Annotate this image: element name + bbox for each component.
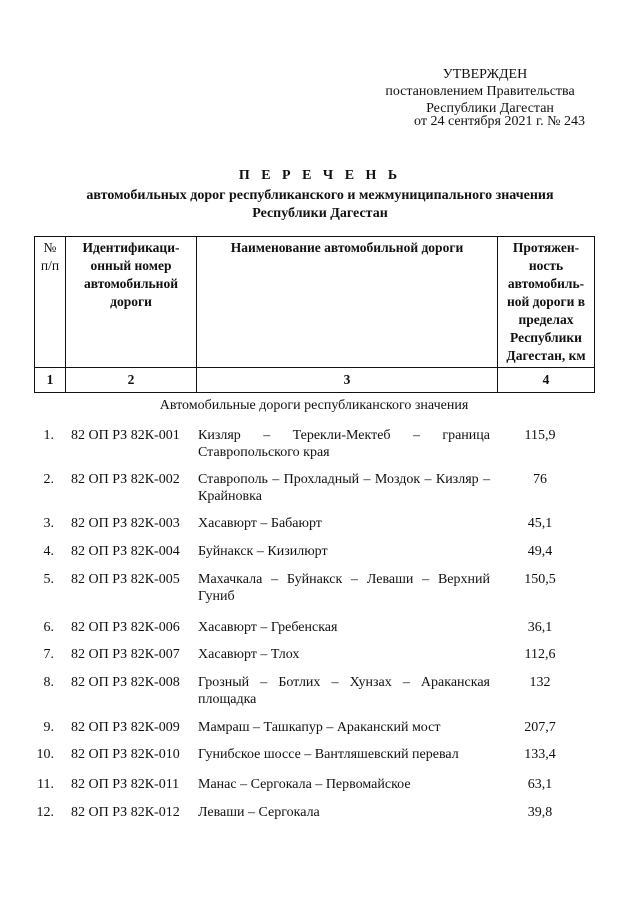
road-name: Леваши – Сергокала xyxy=(198,805,320,820)
road-id: 82 ОП РЗ 82К-003 xyxy=(71,516,180,531)
road-id: 82 ОП РЗ 82К-007 xyxy=(71,647,180,662)
document-subtitle xyxy=(0,187,640,223)
row-number: 1. xyxy=(43,428,54,443)
road-length: 112,6 xyxy=(524,647,556,662)
road-id: 82 ОП РЗ 82К-005 xyxy=(71,572,180,587)
row-number: 12. xyxy=(36,805,54,820)
header-cell-id: Идентификаци-онный номер автомобильной дороги xyxy=(66,237,197,368)
approval-line: постановлением Правительства xyxy=(385,84,575,99)
approval-block xyxy=(355,66,585,130)
approval-date: от 24 сентября 2021 г. № 243 xyxy=(414,114,585,129)
row-number: 8. xyxy=(43,675,54,690)
road-id: 82 ОП РЗ 82К-001 xyxy=(71,428,180,443)
road-id: 82 ОП РЗ 82К-002 xyxy=(71,472,180,487)
road-id: 82 ОП РЗ 82К-004 xyxy=(71,544,180,559)
road-name: Кизляр – Терекли-Мектеб – граница Ставропольского края xyxy=(198,428,490,460)
road-length: 132 xyxy=(529,675,551,690)
road-length: 76 xyxy=(533,472,547,487)
row-number: 9. xyxy=(43,720,54,735)
road-name: Гунибское шоссе – Вантляшевский перевал xyxy=(198,747,459,762)
road-length: 36,1 xyxy=(527,620,553,635)
road-name: Хасавюрт – Бабаюрт xyxy=(198,516,322,531)
row-number: 10. xyxy=(36,747,54,762)
header-cell-number: № п/п xyxy=(35,237,66,368)
road-name: Махачкала – Буйнакск – Леваши – Верхний Гуниб xyxy=(198,572,490,604)
road-length: 115,9 xyxy=(524,428,556,443)
road-id: 82 ОП РЗ 82К-011 xyxy=(71,777,180,792)
row-number: 2. xyxy=(43,472,54,487)
road-id: 82 ОП РЗ 82К-006 xyxy=(71,620,180,635)
column-number: 1 xyxy=(35,368,66,393)
row-number: 4. xyxy=(43,544,54,559)
approval-heading: УТВЕРЖДЕН xyxy=(442,67,528,82)
table-header xyxy=(34,236,595,393)
approval-line: Республики Дагестан xyxy=(426,101,554,116)
road-name: Манас – Сергокала – Первомайское xyxy=(198,777,411,792)
road-name: Грозный – Ботлих – Хунзах – Араканская площадка xyxy=(198,675,490,707)
road-id: 82 ОП РЗ 82К-010 xyxy=(71,747,180,762)
road-name: Хасавюрт – Гребенская xyxy=(198,620,338,635)
header-cell-name: Наименование автомобильной дороги xyxy=(197,237,498,368)
column-number: 2 xyxy=(66,368,197,393)
column-number: 4 xyxy=(498,368,595,393)
road-length: 39,8 xyxy=(527,805,553,820)
row-number: 5. xyxy=(43,572,54,587)
header-cell-length: Протяжен-ность автомобиль-ной дороги в пределах Республики Дагестан, км xyxy=(498,237,595,368)
subtitle-line: автомобильных дорог республиканского и межмуниципального значения xyxy=(86,188,554,203)
road-length: 49,4 xyxy=(527,544,553,559)
row-number: 11. xyxy=(37,777,54,792)
road-name: Ставрополь – Прохладный – Моздок – Кизляр – Крайновка xyxy=(198,472,490,504)
road-length: 150,5 xyxy=(524,572,556,587)
road-id: 82 ОП РЗ 82К-012 xyxy=(71,805,180,820)
row-number: 7. xyxy=(43,647,54,662)
road-length: 63,1 xyxy=(527,777,553,792)
road-id: 82 ОП РЗ 82К-008 xyxy=(71,675,180,690)
road-id: 82 ОП РЗ 82К-009 xyxy=(71,720,180,735)
road-name: Хасавюрт – Тлох xyxy=(198,647,300,662)
road-name: Мамраш – Ташкапур – Араканский мост xyxy=(198,720,441,735)
column-number: 3 xyxy=(197,368,498,393)
road-name: Буйнакск – Кизилюрт xyxy=(198,544,328,559)
road-length: 45,1 xyxy=(527,516,553,531)
row-number: 3. xyxy=(43,516,54,531)
road-length: 133,4 xyxy=(524,747,556,762)
document-title: П Е Р Е Ч Е Н Ь xyxy=(238,168,402,183)
row-number: 6. xyxy=(43,620,54,635)
section-title: Автомобильные дороги республиканского значения xyxy=(159,398,469,413)
road-length: 207,7 xyxy=(524,720,556,735)
subtitle-line: Республики Дагестан xyxy=(252,206,388,221)
